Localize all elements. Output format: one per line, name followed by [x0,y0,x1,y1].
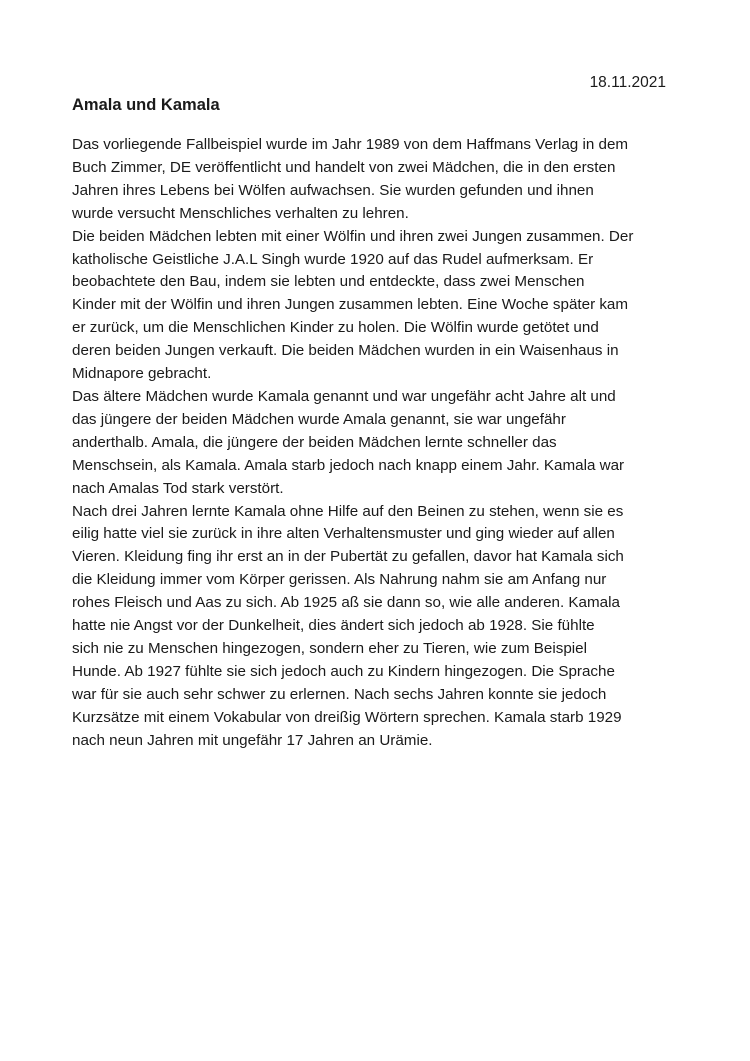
paragraph [72,501,682,753]
text-line: Das vorliegende Fallbeispiel wurde im Jahr 1989 von dem Haffmans Verlag in dem [72,136,629,153]
text-line: war für sie auch sehr schwer zu erlernen. Nach sechs Jahren konnte sie jedoch [72,685,607,703]
text-line: Jahren ihres Lebens bei Wölfen aufwachsen. Sie wurden gefunden und ihnen [72,181,594,199]
paragraph [72,226,682,386]
text-line: Menschsein, als Kamala. Amala starb jedoch nach knapp einem Jahr. Kamala war [72,456,625,474]
text-line: Kurzsätze mit einem Vokabular von dreißig Wörtern sprechen. Kamala starb 1929 [72,708,622,726]
text-line: Midnapore gebracht. [72,365,212,383]
text-line: deren beiden Jungen verkauft. Die beiden Mädchen wurden in ein Waisenhaus in [72,342,619,360]
paragraph [72,134,682,226]
text-line: das jüngere der beiden Mädchen wurde Amala genannt, sie war ungefähr [72,410,566,428]
text-line: Kinder mit der Wölfin und ihren Jungen zusammen lebten. Eine Woche später kam [72,296,629,314]
text-line: die Kleidung immer vom Körper gerissen. Als Nahrung nahm sie am Anfang nur [72,571,607,589]
document-date: 18.11.2021 [589,74,666,91]
text-line: Die beiden Mädchen lebten mit einer Wölfin und ihren zwei Jungen zusammen. Der [72,227,634,245]
text-line: rohes Fleisch und Aas zu sich. Ab 1925 aß sie dann so, wie alle anderen. Kamala [72,594,620,612]
text-line: hatte nie Angst vor der Dunkelheit, dies ändert sich jedoch ab 1928. Sie fühlte [72,617,595,635]
paragraph [72,386,682,501]
text-line: Hunde. Ab 1927 fühlte sie sich jedoch auch zu Kindern hingezogen. Die Sprache [72,662,615,680]
text-line: er zurück, um die Menschlichen Kinder zu holen. Die Wölfin wurde getötet und [72,319,599,337]
text-line: Buch Zimmer, DE veröffentlicht und handelt von zwei Mädchen, die in den ersten [72,158,616,176]
text-line: Nach drei Jahren lernte Kamala ohne Hilfe auf den Beinen zu stehen, wenn sie es [72,502,624,520]
text-line: Das ältere Mädchen wurde Kamala genannt und war ungefähr acht Jahre alt und [72,387,616,405]
text-line: nach neun Jahren mit ungefähr 17 Jahren an Urämie. [72,731,433,749]
text-line: sich nie zu Menschen hingezogen, sondern eher zu Tieren, wie zum Beispiel [72,639,587,657]
text-line: beobachtete den Bau, indem sie lebten und entdeckte, dass zwei Menschen [72,273,585,291]
text-line: Vieren. Kleidung fing ihr erst an in der Pubertät zu gefallen, davor hat Kamala sich [72,548,624,566]
text-line: eilig hatte viel sie zurück in ihre alten Verhaltensmuster und ging wieder auf allen [72,525,615,543]
text-line: anderthalb. Amala, die jüngere der beiden Mädchen lernte schneller das [72,433,557,451]
document-title: Amala und Kamala [72,96,220,114]
text-line: wurde versucht Menschliches verhalten zu lehren. [72,204,409,222]
text-line: nach Amalas Tod stark verstört. [72,479,284,497]
document-body [72,134,682,752]
text-line: katholische Geistliche J.A.L Singh wurde 1920 auf das Rudel aufmerksam. Er [72,250,594,268]
